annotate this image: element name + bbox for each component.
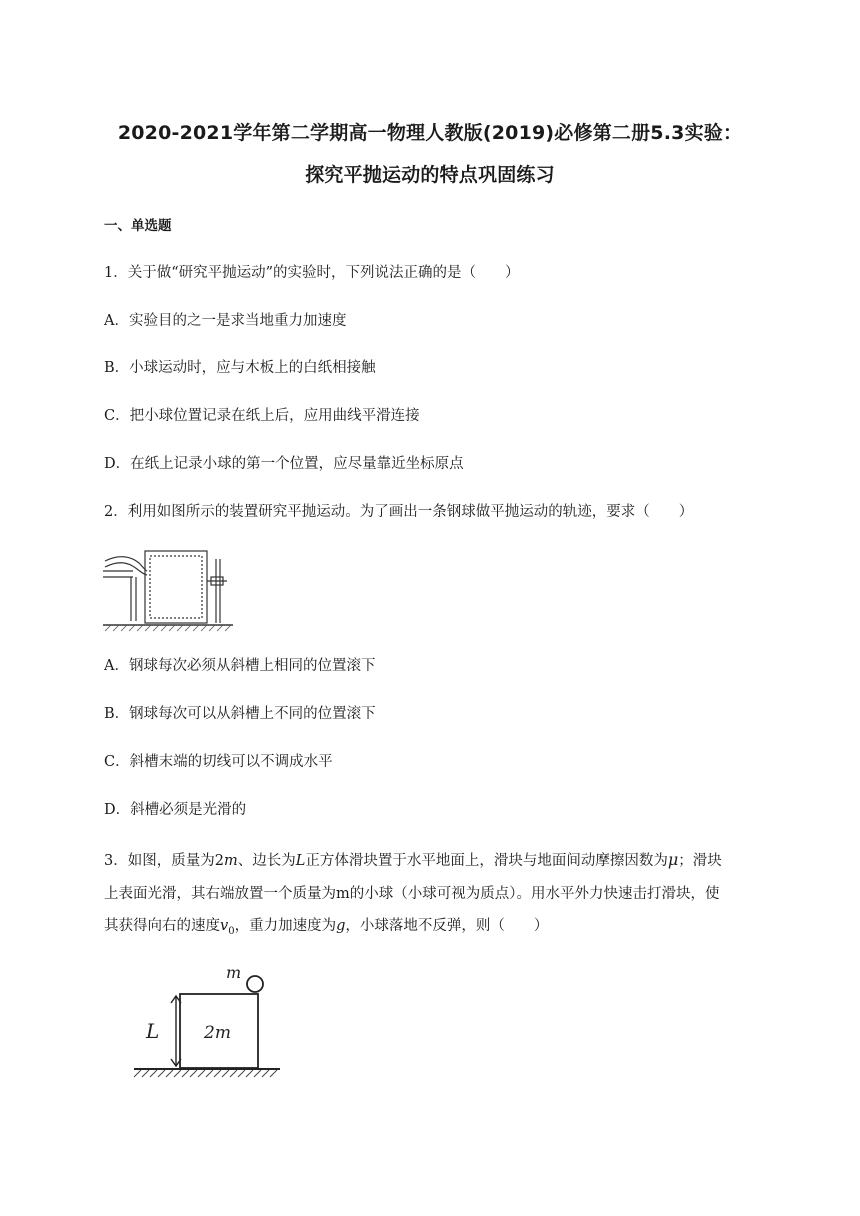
question-2-option-d: D．斜槽必须是光滑的 <box>104 802 247 818</box>
q3-var-v: v <box>220 918 229 934</box>
q3-text: ；滑块 <box>678 853 722 869</box>
question-2-option-a: A．钢球每次必须从斜槽上相同的位置滚下 <box>104 658 376 674</box>
q3-text: 、边长为 <box>237 853 296 869</box>
figure-label-L: L <box>146 1019 160 1043</box>
block-figure <box>132 958 282 1083</box>
q3-var-g: g <box>336 918 346 934</box>
q3-text: 正方体滑块置于水平地面上，滑块与地面间动摩擦因数为 <box>305 853 668 869</box>
q3-var-L: L <box>295 853 306 869</box>
question-2-option-b: B．钢球每次可以从斜槽上不同的位置滚下 <box>104 706 376 722</box>
question-2-stem: 2．利用如图所示的装置研究平抛运动。为了画出一条钢球做平抛运动的轨迹，要求（ ） <box>104 504 694 520</box>
figure-label-m: m <box>226 963 242 982</box>
q3-var-mu: μ <box>667 850 679 869</box>
question-1-option-b: B．小球运动时，应与木板上的白纸相接触 <box>104 360 376 376</box>
q3-text: 其获得向右的速度 <box>104 918 220 934</box>
q3-text: ，重力加速度为 <box>234 918 337 934</box>
title-line-1: 2020-2021学年第二学期高一物理人教版(2019)必修第二册5.3实验： <box>117 122 743 144</box>
figure-label-2m: 2m <box>204 1023 231 1043</box>
question-1-option-c: C．把小球位置记录在纸上后，应用曲线平滑连接 <box>104 408 420 424</box>
q3-text: ，小球落地不反弹，则（ ） <box>345 918 549 934</box>
q3-text: 3．如图，质量为2 <box>104 853 224 869</box>
question-2-option-c: C．斜槽末端的切线可以不调成水平 <box>104 754 333 770</box>
question-3-line-2: 上表面光滑，其右端放置一个质量为m的小球（小球可视为质点）。用水平外力快速击打滑块，使 <box>104 886 720 902</box>
question-3-line-1 <box>104 850 722 871</box>
q3-var-m: m <box>223 853 238 869</box>
apparatus-figure <box>103 543 235 633</box>
title-line-2: 探究平抛运动的特点巩固练习 <box>305 164 555 186</box>
section-heading: 一、单选题 <box>104 218 172 234</box>
question-1-stem: 1．关于做“研究平抛运动”的实验时，下列说法正确的是（ ） <box>104 265 520 281</box>
question-1-option-d: D．在纸上记录小球的第一个位置，应尽量靠近坐标原点 <box>104 456 464 472</box>
question-1-option-a: A．实验目的之一是求当地重力加速度 <box>104 313 347 329</box>
question-3-line-3 <box>104 916 548 942</box>
q3-subscript: 0 <box>228 925 235 937</box>
